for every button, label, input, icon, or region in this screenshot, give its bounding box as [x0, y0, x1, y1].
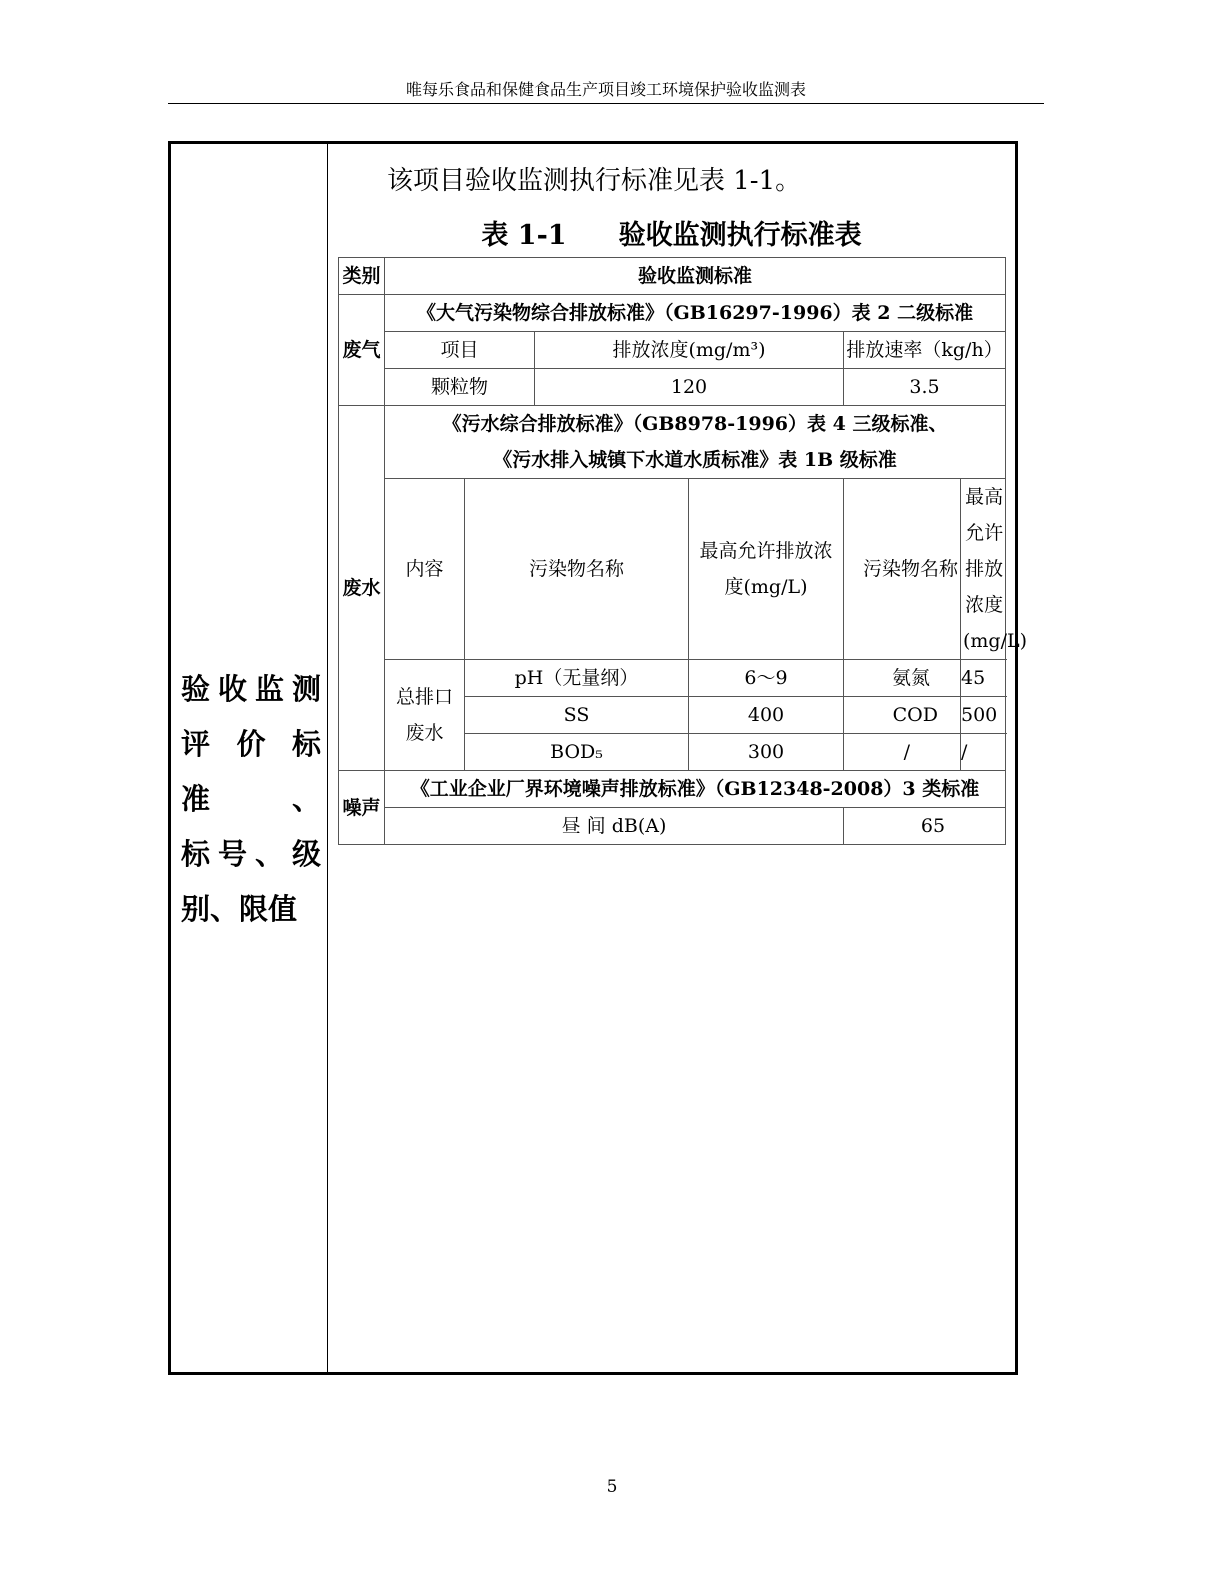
- form-frame: [168, 141, 1028, 1375]
- water-col-limit: 最高允许排放浓度(mg/L): [961, 479, 1006, 660]
- air-col-rate: 排放速率（kg/h）: [844, 332, 1006, 369]
- side-label-line: 验收监测: [181, 672, 321, 706]
- category-water: 废水: [339, 406, 385, 771]
- side-column: [171, 144, 328, 1372]
- water-standard-line: 《污水综合排放标准》（GB8978-1996）表 4 三级标准、: [442, 413, 948, 435]
- water-col-pollutant: 污染物名称: [465, 479, 689, 660]
- water-pollutant: SS: [465, 697, 689, 734]
- water-limit: 300: [689, 734, 844, 771]
- water-limit: 45: [961, 660, 1006, 697]
- air-standard: 《大气污染物综合排放标准》（GB16297-1996）表 2 二级标准: [385, 295, 1006, 332]
- air-concentration: 120: [535, 369, 844, 406]
- table-caption: 验收监测执行标准表: [618, 220, 862, 251]
- standards-table: [338, 257, 1028, 845]
- air-rate: 3.5: [844, 369, 1006, 406]
- water-limit: 500: [961, 697, 1006, 734]
- category-noise: 噪声: [339, 771, 385, 845]
- header-standard: 验收监测标准: [385, 258, 1006, 295]
- side-label: [181, 662, 321, 937]
- air-item: 颗粒物: [385, 369, 535, 406]
- water-standard-line: 《污水排入城镇下水道水质标准》表 1B 级标准: [493, 449, 897, 471]
- water-col-limit: 最高允许排放浓度(mg/L): [689, 479, 844, 660]
- water-pollutant: BOD₅: [465, 734, 689, 771]
- water-limit: /: [961, 734, 1006, 771]
- water-col-content: 内容: [385, 479, 465, 660]
- water-col-pollutant: 污染物名称: [844, 479, 961, 660]
- page-number: 5: [606, 1477, 618, 1497]
- water-pollutant: pH（无量纲）: [465, 660, 689, 697]
- noise-standard: 《工业企业厂界环境噪声排放标准》（GB12348-2008）3 类标准: [385, 771, 1006, 808]
- side-label-line: 评价标准、: [181, 727, 321, 816]
- category-air: 废气: [339, 295, 385, 406]
- running-header: 唯每乐食品和保健食品生产项目竣工环境保护验收监测表: [405, 80, 806, 99]
- table-number: 表 1-1: [481, 220, 567, 251]
- header-category: 类别: [339, 258, 385, 295]
- water-pollutant: /: [844, 734, 961, 771]
- noise-period: 昼 间 dB(A): [385, 808, 844, 845]
- noise-limit: 65: [844, 808, 1006, 845]
- water-limit: 6～9: [689, 660, 844, 697]
- water-limit: 400: [689, 697, 844, 734]
- side-label-line: 别、限值: [181, 892, 298, 926]
- side-label-line: 标号、级: [181, 837, 321, 871]
- water-pollutant: COD: [844, 697, 961, 734]
- water-pollutant: 氨氮: [844, 660, 961, 697]
- table-title: [328, 216, 1015, 256]
- water-outlet: 总排口废水: [385, 660, 465, 771]
- content-column: [328, 144, 1028, 1372]
- air-col-item: 项目: [385, 332, 535, 369]
- water-standard: [385, 406, 1006, 479]
- air-col-concentration: 排放浓度(mg/m³): [535, 332, 844, 369]
- header-rule: [168, 103, 1044, 104]
- intro-sentence: 该项目验收监测执行标准见表 1-1。: [387, 166, 802, 196]
